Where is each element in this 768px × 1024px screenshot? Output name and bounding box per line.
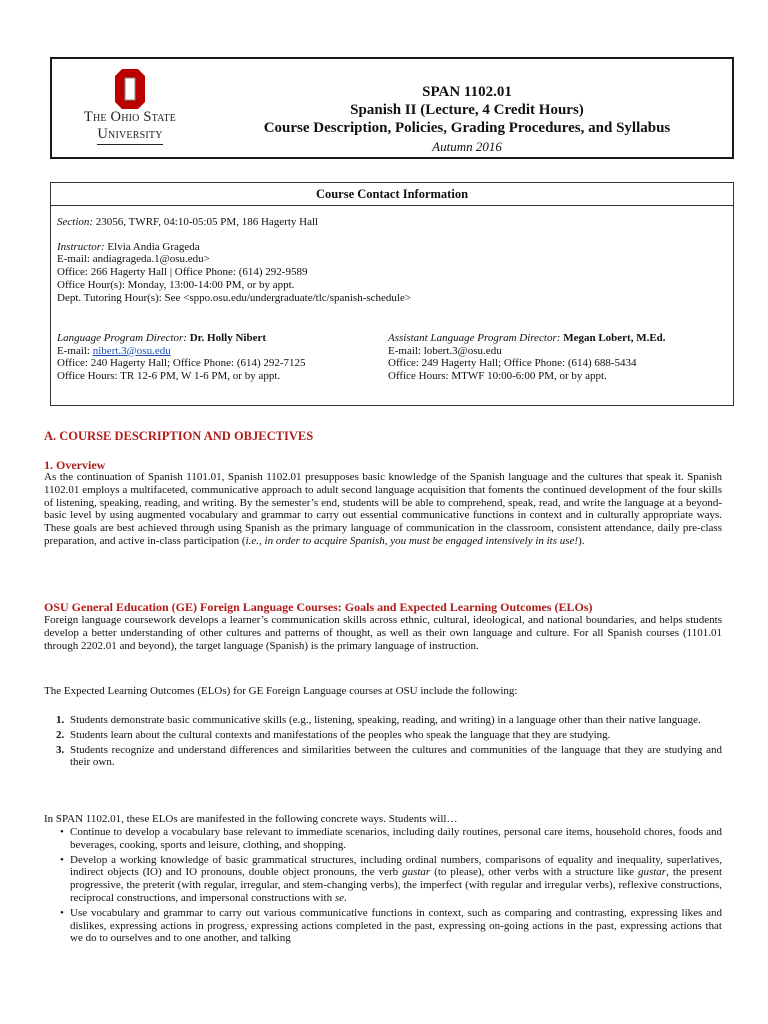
elo-number: 1.: [56, 714, 65, 726]
alpd-email: E-mail: lobert.3@osu.edu: [388, 344, 502, 357]
lpd-email-prefix: E-mail:: [57, 344, 93, 357]
alpd-label: Assistant Language Program Director:: [388, 332, 561, 344]
course-title: Spanish II (Lecture, 4 Credit Hours): [350, 102, 584, 118]
lpd-name: Dr. Holly Nibert: [189, 332, 266, 344]
overview-heading: 1. Overview: [44, 458, 106, 472]
elo-text: Students demonstrate basic communicative skills (e.g., listening, speaking, reading, and writing) in a language other than their native language.: [70, 714, 701, 726]
bullet-icon: •: [60, 906, 64, 919]
list-item: [56, 729, 722, 742]
course-header: [50, 57, 734, 159]
bullet-icon: •: [60, 853, 64, 866]
elo-list: [56, 714, 722, 771]
alpd-office: Office: 249 Hagerty Hall; Office Phone: (614) 688-5434: [388, 357, 637, 370]
block-o-icon: [115, 69, 145, 109]
elo-text: Students recognize and understand differences and similarities between the cultures and communities of the language that they are studying and their own.: [70, 743, 722, 769]
manifest-list: [60, 826, 722, 947]
list-item: [60, 826, 722, 852]
overview-ie: i.e.,: [245, 534, 262, 547]
course-term: Autumn 2016: [432, 139, 502, 154]
bullet-text-b: (to please), other verbs with a structure like: [430, 866, 638, 879]
elo-intro: The Expected Learning Outcomes (ELOs) for GE Foreign Language courses at OSU include the following:: [44, 685, 518, 697]
gustar-term: gustar: [637, 866, 667, 879]
instructor-label: Instructor:: [57, 240, 105, 253]
course-description-title: Course Description, Policies, Grading Procedures, and Syllabus: [263, 120, 671, 136]
section-line: [57, 216, 727, 229]
instructor-office: Office: 266 Hagerty Hall | Office Phone: (614) 292-9589: [57, 266, 308, 279]
overview-paragraph: [44, 471, 722, 548]
lpd-label: Language Program Director:: [57, 332, 187, 344]
list-item: [60, 907, 722, 945]
gustar-term: gustar: [402, 866, 431, 879]
elo-number: 2.: [56, 728, 65, 741]
section-value: 23056, TWRF, 04:10-05:05 PM, 186 Hagerty Hall: [93, 216, 319, 228]
list-item: [56, 714, 722, 727]
overview-italic: in order to acquire Spanish, you must be engaged intensively in its use!: [261, 534, 579, 547]
ge-heading: OSU General Education (GE) Foreign Language Courses: Goals and Expected Learning Outcomes (ELOs): [44, 600, 593, 614]
bullet-text-c: , the present progressive, the preterit (with regular, irregular, and stem-changing verbs), the imperfect (with regular and irregular verbs), reflexive constructions, reciprocal constructions, and impersonal constructions with: [70, 866, 722, 904]
university-name: [70, 109, 190, 145]
instructor-name: Elvia Andia Grageda: [104, 240, 200, 253]
lpd-hours: Office Hours: TR 12-6 PM, W 1-6 PM, or by appt.: [57, 370, 281, 383]
instructor-hours: Office Hour(s): Monday, 13:00-14:00 PM, or by appt.: [57, 278, 295, 291]
assistant-language-program-director: [388, 332, 666, 383]
language-program-director: [57, 332, 306, 383]
instructor-email: E-mail: andiagrageda.1@osu.edu>: [57, 253, 210, 266]
bullet-text: Continue to develop a vocabulary base relevant to immediate scenarios, including daily routines, personal care items, household chores, foods and beverages, cooking, sports and leisure, clothing, and shopping.: [70, 826, 722, 851]
bullet-text-d: .: [344, 891, 347, 904]
contact-info-box: [50, 182, 734, 406]
list-item: [56, 744, 722, 770]
bullet-icon: •: [60, 826, 64, 838]
lpd-office: Office: 240 Hagerty Hall; Office Phone: (614) 292-7125: [57, 357, 306, 370]
university-name-line1: The Ohio State: [83, 109, 177, 125]
university-name-line2: University: [97, 126, 162, 145]
contact-title: Course Contact Information: [51, 183, 733, 206]
section-label: Section:: [57, 216, 94, 228]
overview-end: ).: [578, 534, 585, 547]
alpd-name: Megan Lobert, M.Ed.: [563, 332, 666, 344]
tutoring-hours: Dept. Tutoring Hour(s): See <sppo.osu.edu/undergraduate/tlc/spanish-schedule>: [57, 291, 412, 304]
course-code: SPAN 1102.01: [422, 84, 512, 100]
manifest-intro: In SPAN 1102.01, these ELOs are manifested in the following concrete ways. Students will…: [44, 813, 458, 825]
header-text: [202, 83, 732, 155]
osu-logo: [70, 69, 190, 154]
elo-number: 3.: [56, 743, 65, 756]
bullet-text-a: Develop a working knowledge of basic grammatical structures, including ordinal numbers, comparisons of equality and inequality, superlatives, indirect objects (IO) and IO pronouns, double object pronouns, the verb: [70, 853, 722, 879]
bullet-text: Use vocabulary and grammar to carry out various communicative functions in context, such as comparing and contrasting, expressing likes and dislikes, expressing actions in progress, expressing actions completed in the past, expressing on-going actions in the past, expressing actions that we do to ourselves and to one another, and talking: [70, 906, 722, 945]
elo-text: Students learn about the cultural contexts and manifestations of the peoples who speak the language that they are studying.: [70, 728, 611, 741]
lpd-email-link[interactable]: nibert.3@osu.edu: [92, 344, 171, 357]
instructor-line: [57, 241, 727, 254]
contact-body: [51, 206, 733, 383]
se-term: se: [334, 891, 345, 904]
alpd-hours: Office Hours: MTWF 10:00-6:00 PM, or by appt.: [388, 370, 607, 383]
section-a-heading: A. COURSE DESCRIPTION AND OBJECTIVES: [44, 429, 314, 443]
overview-text: As the continuation of Spanish 1101.01, Spanish 1102.01 presupposes basic knowledge of the Spanish language and the cultures that speak it. Spanish 1102.01 employs a multifaceted, communicative approach to adult second language acquisition that foments the continued development of the four skills of listening, speaking, reading, and writing. By the semester’s end, students will be able to comprehend, speak, read, and write the language at a beyond-basic level by using augmented vocabulary and grammar to carry out essential communicative functions in context and in culturally appropriate ways. These goals are best achieved through using Spanish as the primary language of communication in the classroom, consistent attendance, daily pre-class preparation, and active in-class participation (: [44, 471, 722, 547]
ge-paragraph: Foreign language coursework develops a learner’s communication skills across ethnic, cultural, ideological, and national boundaries, and helps students develop a better understanding of other cultures and patterns of thought, as well as their own language and culture. For all Spanish courses (1101.01 through 2202.01 and beyond), the target language (Spanish) is the primary language of instruction.: [44, 614, 722, 652]
list-item: [60, 854, 722, 905]
